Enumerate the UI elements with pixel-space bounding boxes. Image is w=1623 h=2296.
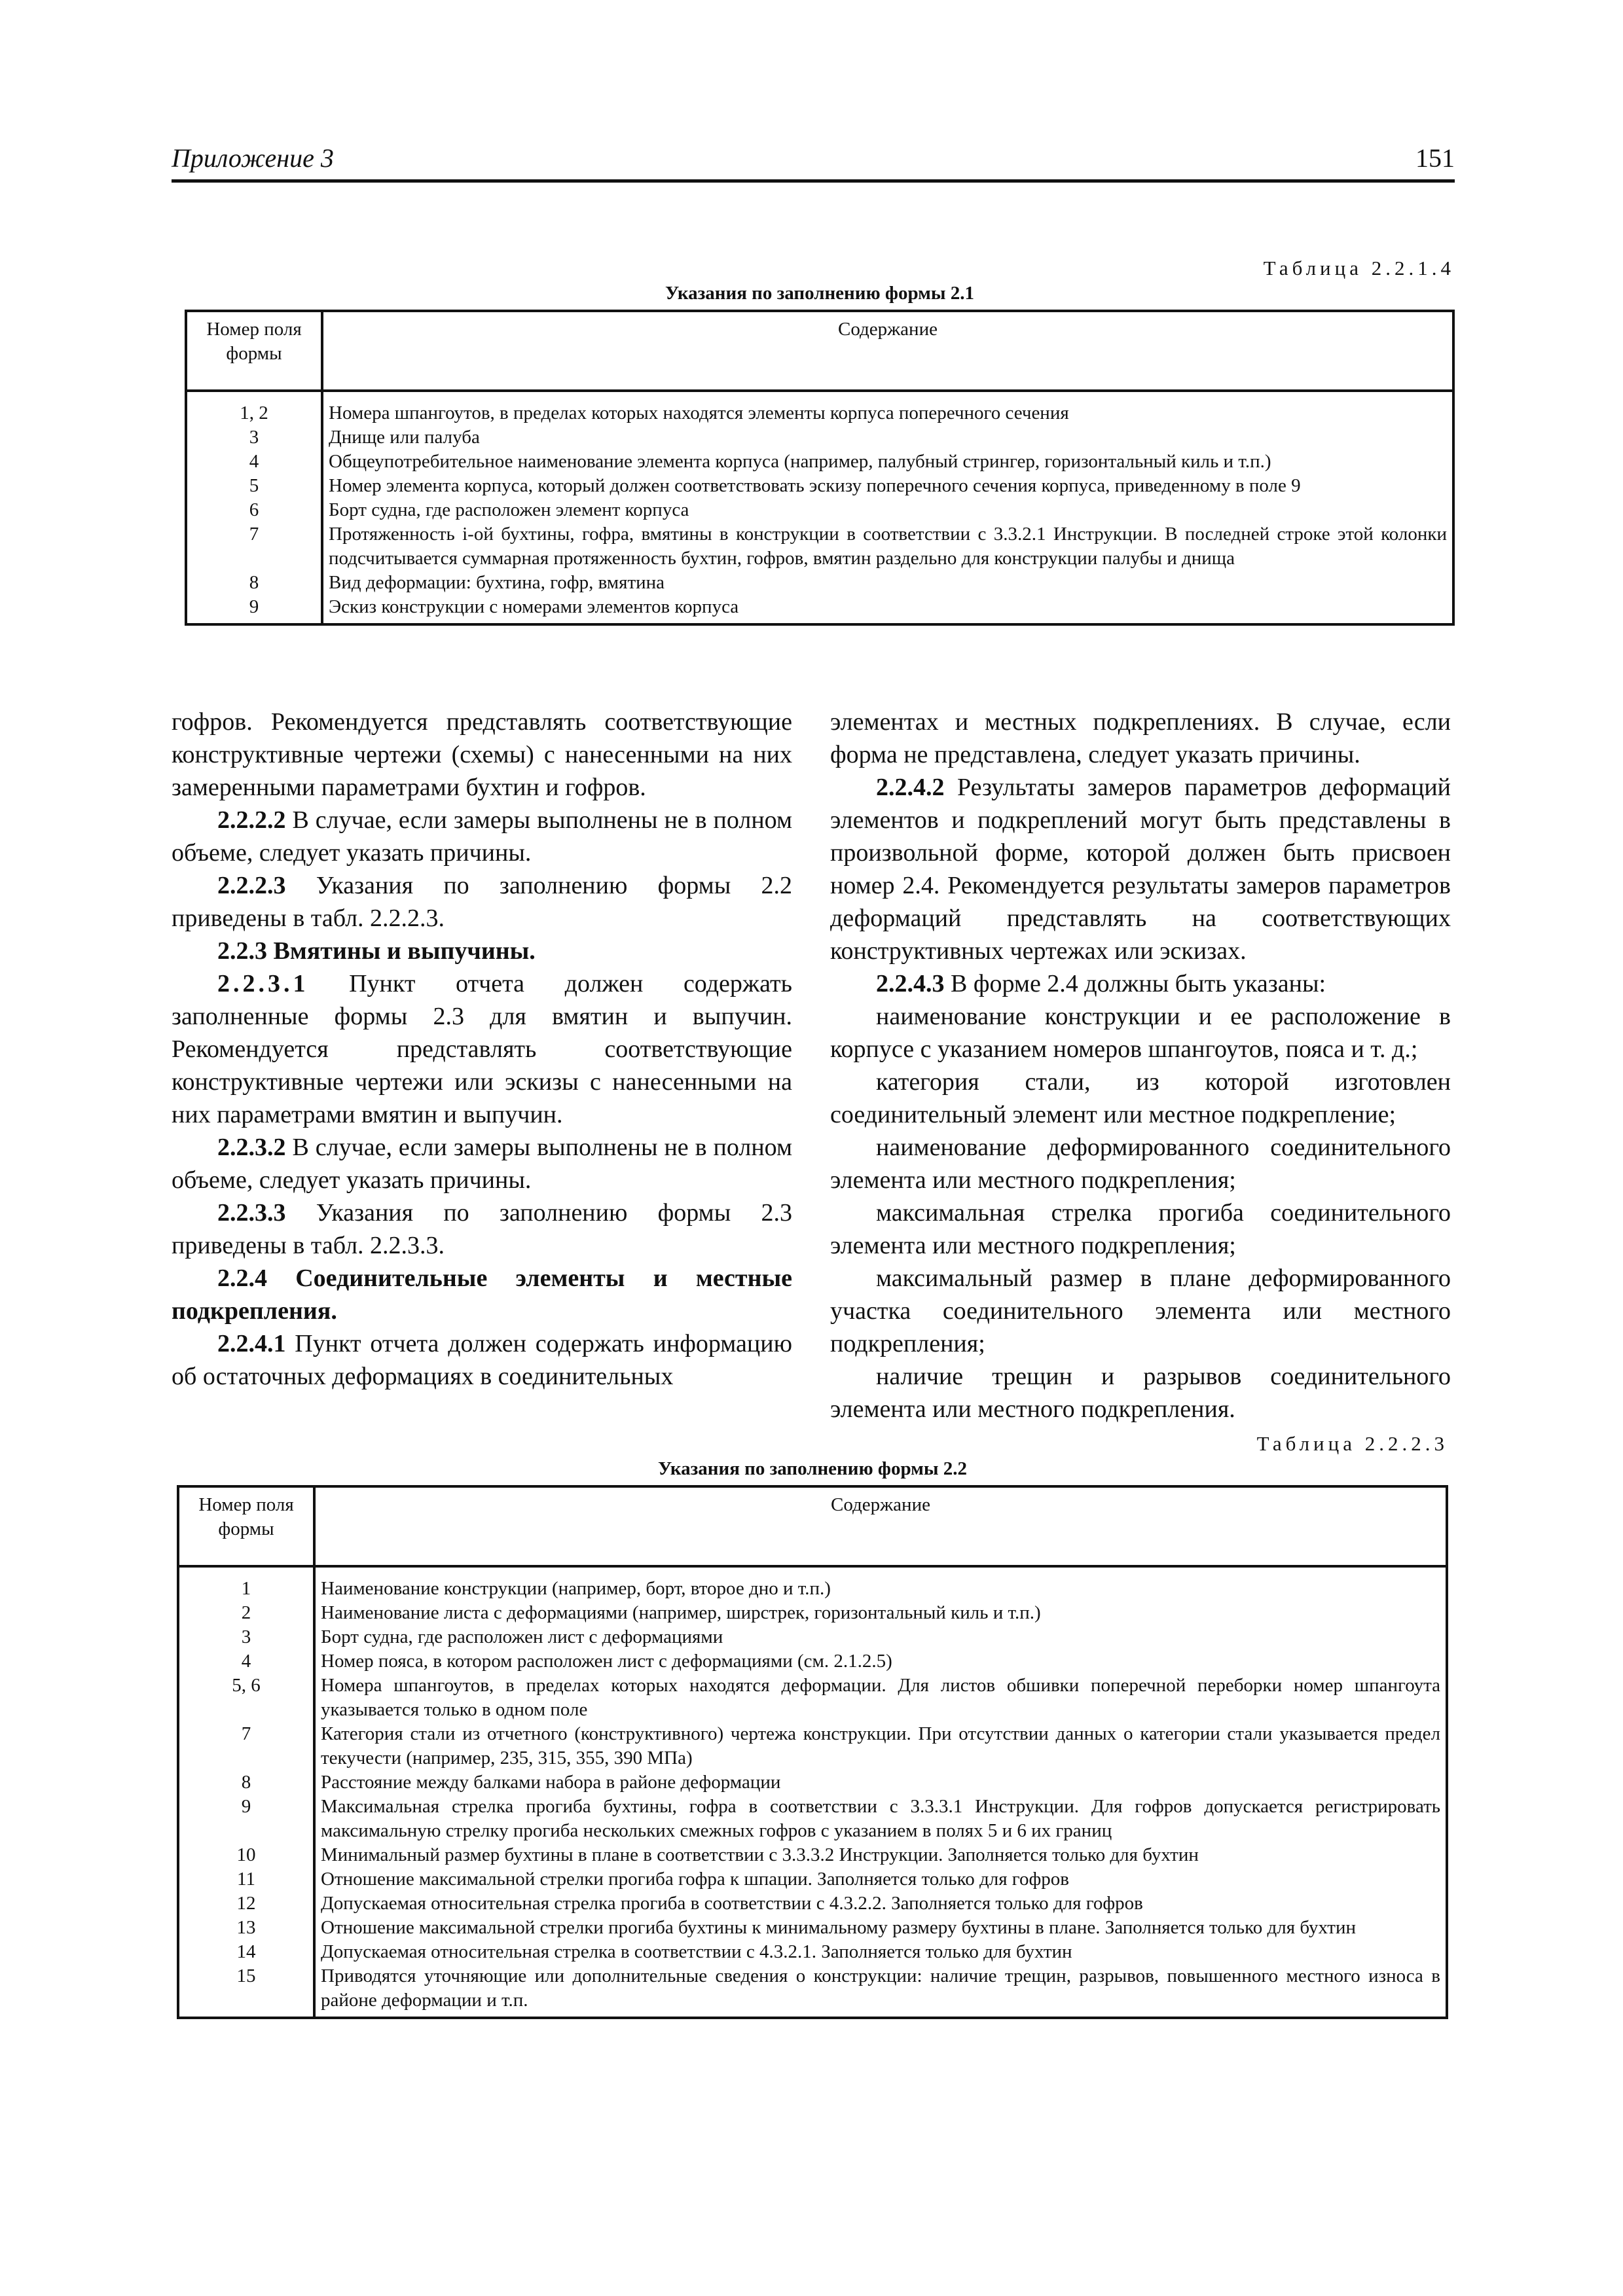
- table-2-2-2-3: [177, 1432, 1448, 2019]
- content-cell: Протяженность i-ой бухтины, гофра, вмятины в конструкции в соответствии с 3.3.2.1 Инструкции. В последней строке этой колонки подсчитывается суммарная протяженность бухтин, гофров, вмятин раздельно для конструкции палубы и днища: [329, 524, 1447, 569]
- field-number-cell: 9: [178, 1795, 314, 1843]
- running-title: Приложение 3: [172, 143, 334, 173]
- page-number: 151: [1415, 143, 1455, 173]
- paragraph: 2.2.4.2 Результаты замеров параметров деформаций элементов и подкреплений могут быть представлены в произвольной форме, которой должен быть присвоен номер 2.4. Рекомендуется результаты замеров параметров деформаций представлять на соответствующих конструктивных чертежах или эскизах.: [830, 774, 1451, 965]
- instructions-table: [177, 1485, 1448, 2019]
- field-number-cell: 1, 2: [186, 391, 322, 425]
- content-cell: Номер пояса, в котором расположен лист с деформациями (см. 2.1.2.5): [321, 1651, 892, 1672]
- content-cell: Борт судна, где расположен лист с деформациями: [321, 1626, 723, 1647]
- table-row: [178, 1964, 1447, 2018]
- field-number-cell: 11: [178, 1867, 314, 1892]
- column-header-content: Содержание: [314, 1486, 1447, 1566]
- field-number-cell: 4: [178, 1649, 314, 1674]
- field-number-cell: 9: [186, 595, 322, 624]
- list-item: наличие трещин и разрывов соединительного элемента или местного подкрепления.: [830, 1363, 1451, 1423]
- table-row: [178, 1566, 1447, 1601]
- content-cell: Борт судна, где расположен элемент корпуса: [329, 499, 689, 520]
- field-number-cell: 2: [178, 1601, 314, 1625]
- content-cell: Минимальный размер бухтины в плане в соответствии с 3.3.3.2 Инструкции. Заполняется только для бухтин: [321, 1844, 1199, 1865]
- clause-number: 2.2.4.1: [217, 1330, 286, 1357]
- content-cell: Категория стали из отчетного (конструктивного) чертежа конструкции. При отсутствии данных о категории стали указывается предел текучести (например, 235, 315, 355, 390 МПа): [321, 1723, 1440, 1768]
- table-row: [178, 1892, 1447, 1916]
- clause-number: 2.2.3.2: [217, 1134, 286, 1161]
- paragraph: 2.2.4.3 В форме 2.4 должны быть указаны:: [876, 970, 1326, 997]
- table-row: [186, 391, 1453, 425]
- column-header-field-number: Номер поля формы: [186, 311, 322, 391]
- field-number-cell: 8: [178, 1770, 314, 1795]
- list-item: наименование деформированного соединительного элемента или местного подкрепления;: [830, 1134, 1451, 1194]
- table-row: [178, 1722, 1447, 1770]
- content-cell: Наименование конструкции (например, борт, второе дно и т.п.): [321, 1578, 831, 1599]
- paragraph: 2.2.3.1 Пункт отчета должен содержать заполненные формы 2.3 для вмятин и выпучин. Рекомендуется представлять соответствующие конструктивные чертежи или эскизы с нанесенными на них параметрами вмятин и выпучин.: [172, 970, 792, 1128]
- table-2-2-1-4: [185, 257, 1455, 626]
- table-row: [178, 1867, 1447, 1892]
- table-row: [186, 498, 1453, 522]
- paragraph: гофров. Рекомендуется представлять соответствующие конструктивные чертежи (схемы) с нанесенными на них замеренными параметрами бухтин и гофров.: [172, 708, 792, 801]
- table-number: Таблица 2.2.2.3: [1256, 1432, 1448, 1455]
- table-row: [178, 1916, 1447, 1940]
- content-cell: Номера шпангоутов, в пределах которых находятся деформации. Для листов обшивки поперечной переборки номер шпангоута указывается только в одном поле: [321, 1675, 1440, 1720]
- paragraph: элементах и местных подкреплениях. В случае, если форма не представлена, следует указать причины.: [830, 708, 1451, 768]
- table-row: [186, 450, 1453, 474]
- content-cell: Допускаемая относительная стрелка в соответствии с 4.3.2.1. Заполняется только для бухтин: [321, 1941, 1072, 1962]
- list-item: наименование конструкции и ее расположение в корпусе с указанием номеров шпангоутов, пояса и т. д.;: [830, 1003, 1451, 1063]
- clause-number: 2.2.2.2: [217, 806, 286, 834]
- clause-number: 2.2.3.1: [217, 970, 309, 997]
- column-header-content: Содержание: [322, 311, 1453, 391]
- table-title: Указания по заполнению формы 2.2: [657, 1458, 968, 1479]
- field-number-cell: 14: [178, 1940, 314, 1964]
- content-cell: Номера шпангоутов, в пределах которых находятся элементы корпуса поперечного сечения: [329, 403, 1069, 423]
- instructions-table: [185, 310, 1455, 626]
- content-cell: Наименование листа с деформациями (например, ширстрек, горизонтальный киль и т.п.): [321, 1602, 1041, 1623]
- table-row: [178, 1674, 1447, 1722]
- content-cell: Отношение максимальной стрелки прогиба бухтины к минимальному размеру бухтины в плане. Заполняется только для бухтин: [321, 1917, 1356, 1938]
- paragraph: 2.2.3.2 В случае, если замеры выполнены не в полном объеме, следует указать причины.: [172, 1134, 792, 1194]
- field-number-cell: 1: [178, 1566, 314, 1601]
- clause-number: 2.2.2.3: [217, 872, 286, 899]
- field-number-cell: 13: [178, 1916, 314, 1940]
- table-number: Таблица 2.2.1.4: [1263, 257, 1455, 279]
- section-heading: 2.2.3 Вмятины и выпучины.: [217, 937, 536, 965]
- list-item: максимальный размер в плане деформированного участка соединительного элемента или местного подкрепления;: [830, 1265, 1451, 1357]
- left-column: [172, 706, 792, 1393]
- table-row: [186, 474, 1453, 498]
- content-cell: Общеупотребительное наименование элемента корпуса (например, палубный стрингер, горизонтальный киль и т.п.): [329, 451, 1271, 472]
- clause-number: 2.2.3.3: [217, 1199, 286, 1227]
- body-text: [172, 706, 1455, 1432]
- content-cell: Расстояние между балками набора в районе деформации: [321, 1772, 781, 1793]
- table-row: [178, 1770, 1447, 1795]
- content-cell: Днище или палуба: [329, 427, 480, 448]
- field-number-cell: 12: [178, 1892, 314, 1916]
- content-cell: Допускаемая относительная стрелка прогиба в соответствии с 4.3.2.2. Заполняется только для гофров: [321, 1893, 1143, 1914]
- clause-number: 2.2.4.3: [876, 970, 945, 997]
- list-item: максимальная стрелка прогиба соединительного элемента или местного подкрепления;: [830, 1199, 1451, 1259]
- field-number-cell: 5: [186, 474, 322, 498]
- content-cell: Вид деформации: бухтина, гофр, вмятина: [329, 572, 665, 593]
- field-number-cell: 15: [178, 1964, 314, 2018]
- field-number-cell: 10: [178, 1843, 314, 1867]
- field-number-cell: 4: [186, 450, 322, 474]
- page-header: [172, 141, 1455, 183]
- table-row: [178, 1625, 1447, 1649]
- table-row: [186, 595, 1453, 624]
- content-cell: Максимальная стрелка прогиба бухтины, гофра в соответствии с 3.3.3.1 Инструкции. Для гофров допускается регистрировать максимальную стрелку прогиба нескольких смежных гофров с указанием в полях 5 и 6 их границ: [321, 1796, 1440, 1841]
- table-row: [186, 522, 1453, 571]
- content-cell: Отношение максимальной стрелки прогиба гофра к шпации. Заполняется только для гофров: [321, 1869, 1069, 1890]
- table-title: Указания по заполнению формы 2.1: [665, 283, 975, 304]
- content-cell: Приводятся уточняющие или дополнительные сведения о конструкции: наличие трещин, разрывов, повышенного местного износа в районе деформации и т.п.: [321, 1965, 1440, 2011]
- table-row: [178, 1601, 1447, 1625]
- field-number-cell: 3: [178, 1625, 314, 1649]
- field-number-cell: 8: [186, 571, 322, 595]
- list-item: категория стали, из которой изготовлен соединительный элемент или местное подкрепление;: [830, 1068, 1451, 1128]
- paragraph: 2.2.2.2 В случае, если замеры выполнены не в полном объеме, следует указать причины.: [172, 806, 792, 867]
- table-row: [178, 1940, 1447, 1964]
- paragraph: 2.2.4.1 Пункт отчета должен содержать информацию об остаточных деформациях в соединительных: [172, 1330, 792, 1390]
- field-number-cell: 3: [186, 425, 322, 450]
- content-cell: Номер элемента корпуса, который должен соответствовать эскизу поперечного сечения корпуса, приведенному в поле 9: [329, 475, 1301, 496]
- field-number-cell: 7: [178, 1722, 314, 1770]
- field-number-cell: 6: [186, 498, 322, 522]
- paragraph: 2.2.3.3 Указания по заполнению формы 2.3 приведены в табл. 2.2.3.3.: [172, 1199, 792, 1259]
- table-row: [178, 1649, 1447, 1674]
- content-cell: Эскиз конструкции с номерами элементов корпуса: [329, 596, 739, 617]
- field-number-cell: 5, 6: [178, 1674, 314, 1722]
- column-header-field-number: Номер поля формы: [178, 1486, 314, 1566]
- table-row: [186, 571, 1453, 595]
- section-heading: 2.2.4 Соединительные элементы и местные подкрепления.: [172, 1265, 792, 1325]
- right-column: [830, 706, 1451, 1426]
- table-row: [186, 425, 1453, 450]
- clause-number: 2.2.4.2: [876, 774, 945, 801]
- table-row: [178, 1843, 1447, 1867]
- table-row: [178, 1795, 1447, 1843]
- paragraph: 2.2.2.3 Указания по заполнению формы 2.2 приведены в табл. 2.2.2.3.: [172, 872, 792, 932]
- field-number-cell: 7: [186, 522, 322, 571]
